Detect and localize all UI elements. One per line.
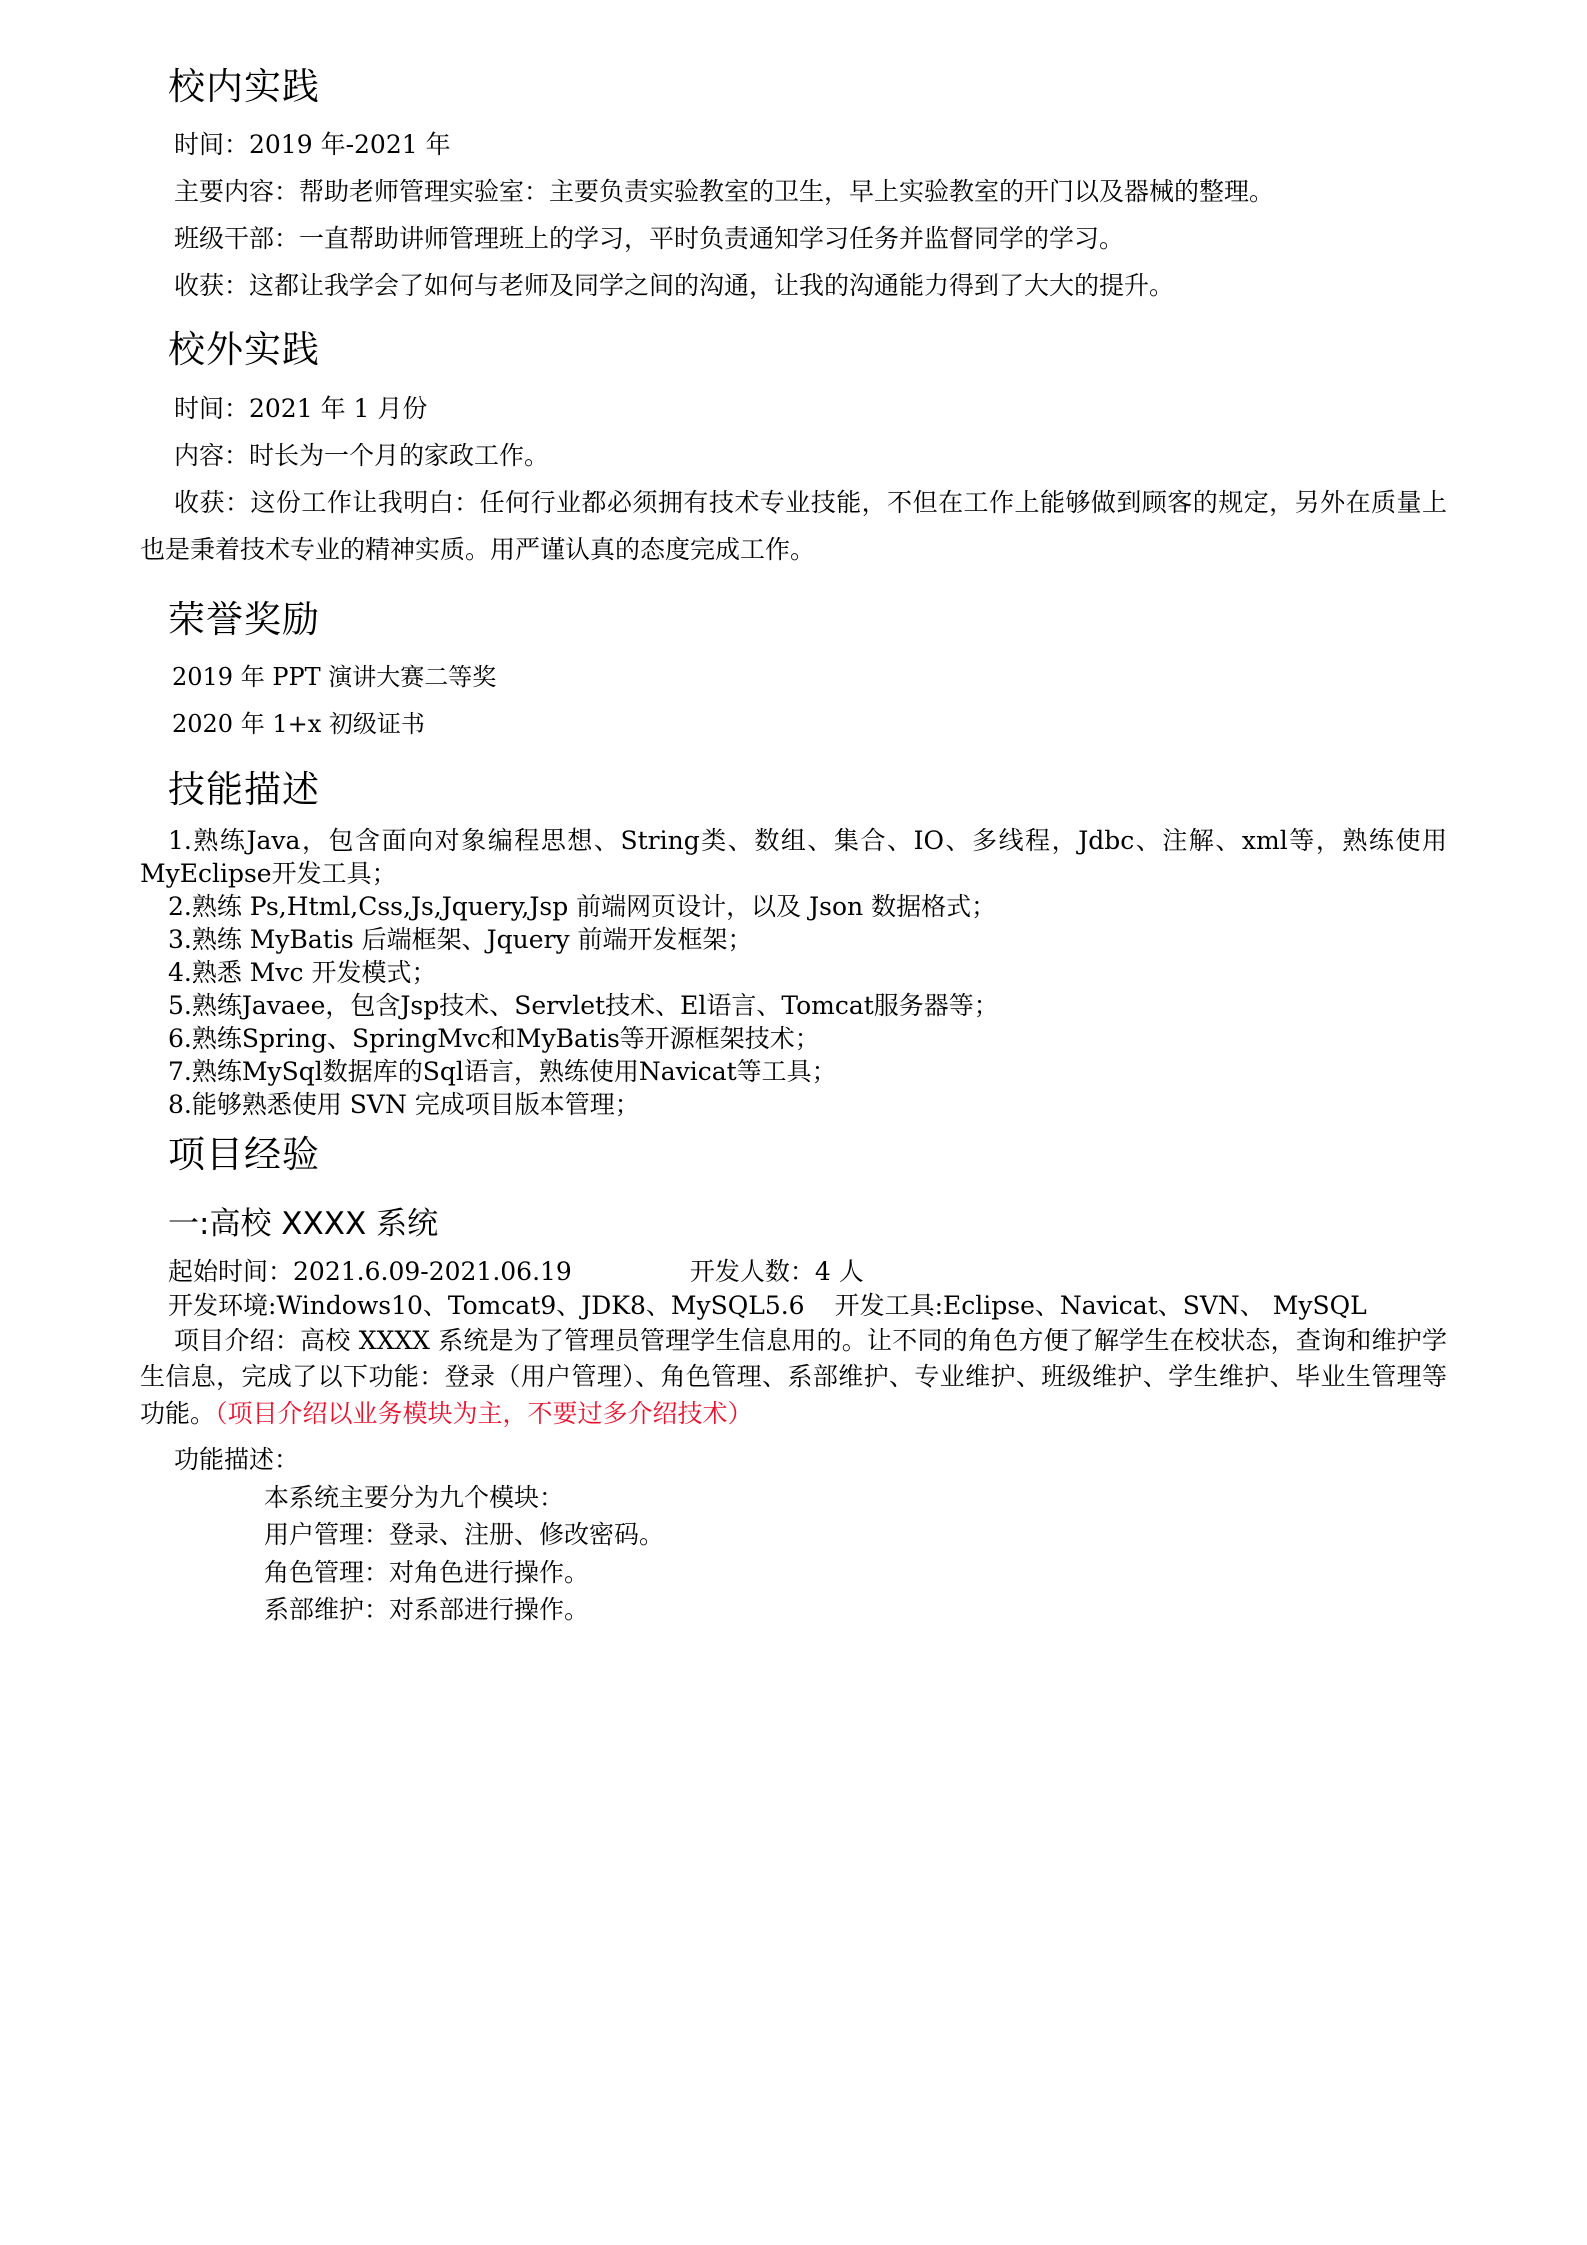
function-description-label: 功能描述： — [174, 1445, 300, 1475]
honor-item: 2020 年 1+x 初级证书 — [172, 710, 425, 739]
section-heading-projects: 项目经验 — [168, 1133, 320, 1177]
section-heading-campus-practice: 校内实践 — [168, 65, 320, 108]
project-environment-row — [140, 1289, 1447, 1323]
honor-item: 2019 年 PPT 演讲大赛二等奖 — [172, 662, 497, 691]
offcampus-practice-time: 时间：2021 年 1 月份 — [174, 393, 428, 423]
section-heading-honors: 荣誉奖励 — [168, 597, 320, 641]
offcampus-practice-content: 内容：时长为一个月的家政工作。 — [174, 440, 550, 470]
project-introduction-note: （项目介绍以业务模块为主，不要过多介绍技术） — [215, 1398, 753, 1428]
function-description-item: 角色管理：对角色进行操作。 — [264, 1557, 590, 1587]
section-heading-offcampus-practice: 校外实践 — [168, 328, 320, 372]
project-dev-tools-value: Eclipse、Navicat、SVN、 MySQL — [943, 1290, 1367, 1320]
skill-item: 2.熟练 Ps,Html,Css,Js,Jquery,Jsp 前端网页设计，以及 Json 数据格式； — [168, 892, 997, 922]
project-start-time-label: 起始时间： — [168, 1256, 294, 1286]
project-dev-env-label: 开发环境: — [168, 1290, 277, 1320]
campus-practice-main-content: 主要内容：帮助老师管理实验室：主要负责实验教室的卫生，早上实验教室的开门以及器械的整理。 — [174, 177, 1275, 207]
campus-practice-gain: 收获：这都让我学会了如何与老师及同学之间的沟通，让我的沟通能力得到了大大的提升。 — [174, 271, 1175, 301]
section-heading-skills: 技能描述 — [168, 767, 320, 811]
skill-item: 5.熟练Javaee，包含Jsp技术、Servlet技术、El语言、Tomcat服务器等； — [168, 991, 999, 1021]
project-title-one: 一:高校 XXXX 系统 — [168, 1205, 439, 1242]
project-dev-count-label: 开发人数： — [689, 1256, 815, 1286]
offcampus-practice-gain: 收获：这份工作让我明白：任何行业都必须拥有技术专业技能，不但在工作上能够做到顾客的规定，另外在质量上也是秉着技术专业的精神实质。用严谨认真的态度完成工作。 — [140, 487, 1447, 564]
skill-item: 4.熟悉 Mvc 开发模式； — [168, 958, 437, 988]
campus-practice-time: 时间：2019 年-2021 年 — [174, 130, 451, 160]
function-description-item: 本系统主要分为九个模块： — [264, 1482, 565, 1512]
function-description-item: 用户管理：登录、注册、修改密码。 — [264, 1520, 665, 1550]
skill-item: 8.能够熟悉使用 SVN 完成项目版本管理； — [168, 1090, 640, 1120]
project-introduction — [140, 1323, 1447, 1433]
project-introduction-text: 项目介绍：高校 XXXX 系统是为了管理员管理学生信息用的。让不同的角色方便了解学生在校状态，查询和维护学生信息，完成了以下功能：登录（用户管理）、角色管理、系部维护、专业维护、班级维护、学生维护、毕业生管理等功能。 — [140, 1325, 1447, 1428]
project-dev-env-value: Windows10、Tomcat9、JDK8、MySQL5.6 — [276, 1290, 805, 1320]
function-description-item: 系部维护：对系部进行操作。 — [264, 1595, 590, 1625]
skill-item: 1.熟练Java，包含面向对象编程思想、String类、数组、集合、IO、多线程，Jdbc、注解、xml等，熟练使用MyEclipse开发工具； — [140, 826, 1447, 889]
project-dev-count-value: 4 人 — [814, 1256, 864, 1286]
project-start-time-row — [140, 1255, 1447, 1289]
skill-item: 6.熟练Spring、SpringMvc和MyBatis等开源框架技术； — [168, 1024, 820, 1054]
campus-practice-class-cadre: 班级干部：一直帮助讲师管理班上的学习，平时负责通知学习任务并监督同学的学习。 — [174, 224, 1125, 254]
project-start-time-value: 2021.6.09-2021.06.19 — [293, 1256, 572, 1286]
skill-item: 7.熟练MySql数据库的Sql语言，熟练使用Navicat等工具； — [168, 1057, 837, 1087]
document-body — [140, 62, 1447, 1629]
project-dev-tools-label: 开发工具: — [834, 1290, 944, 1320]
skill-item: 3.熟练 MyBatis 后端框架、Jquery 前端开发框架； — [168, 925, 753, 955]
